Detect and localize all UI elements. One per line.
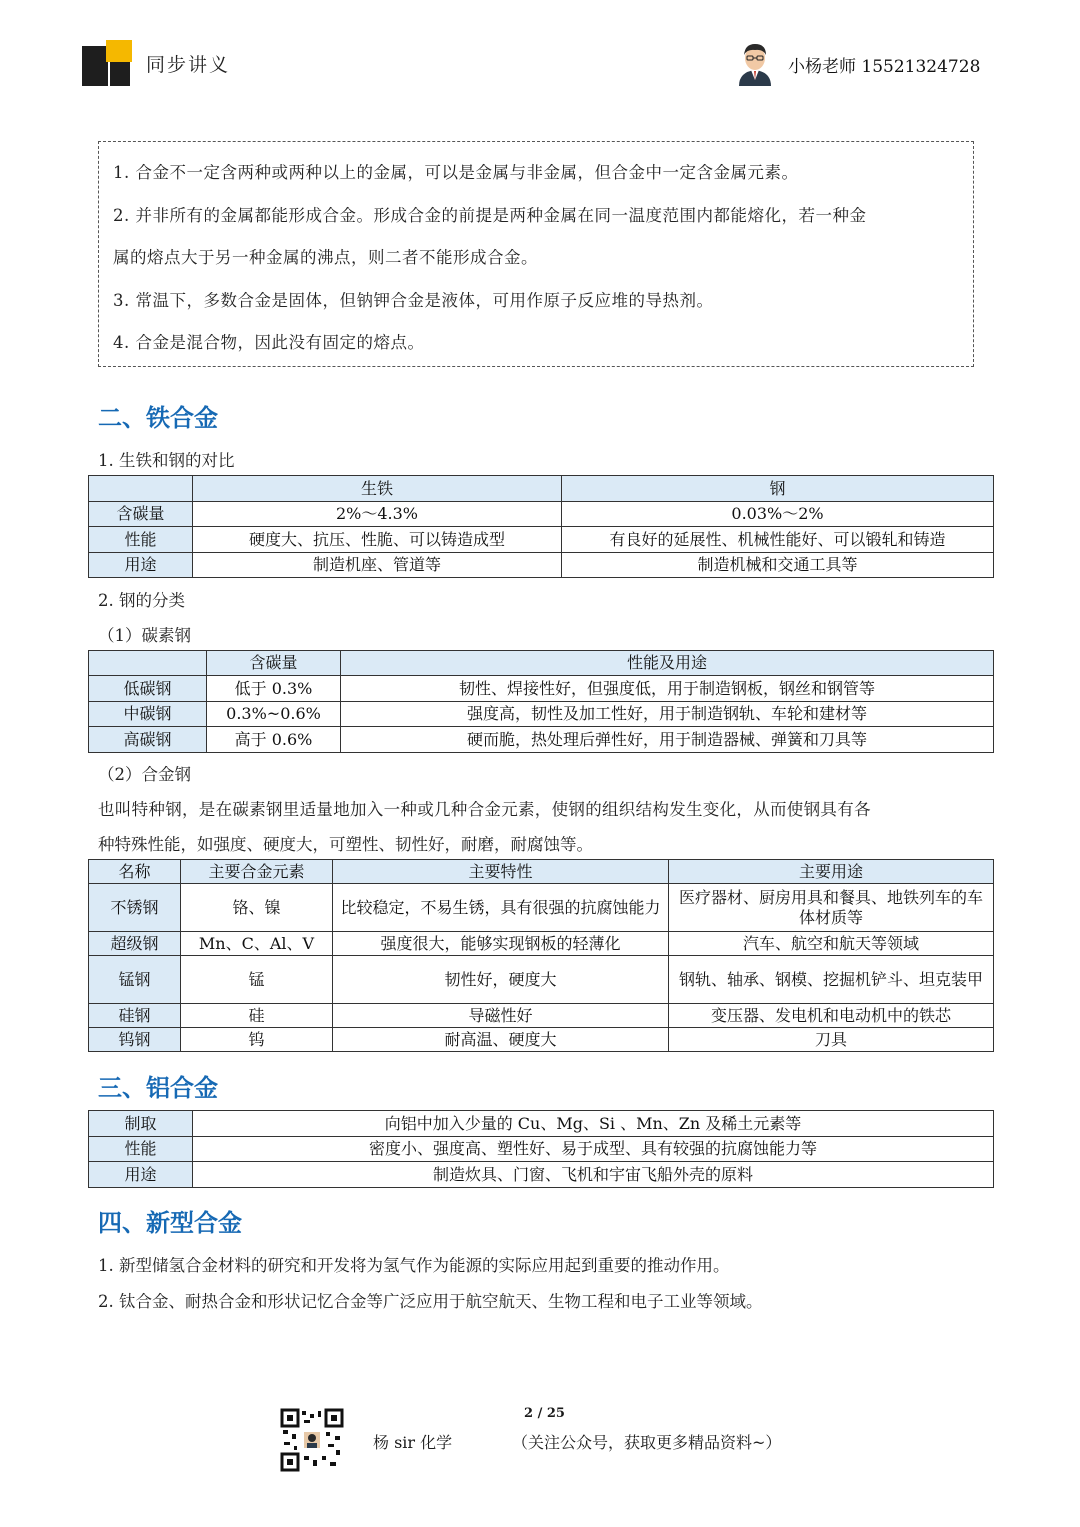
- subheading-pig-iron-vs-steel: 1. 生铁和钢的对比: [98, 451, 235, 470]
- table-cell: 韧性、焊接性好，但强度低，用于制造钢板，钢丝和钢管等: [341, 676, 994, 702]
- logo-icon: [80, 40, 136, 88]
- table-header-cell: 性能及用途: [341, 651, 994, 676]
- row-label: 锰钢: [89, 956, 181, 1004]
- table-cell: 钢轨、轴承、钢模、挖掘机铲斗、坦克装甲: [669, 956, 994, 1004]
- note-item: 4. 合金是混合物，因此没有固定的熔点。: [113, 333, 425, 352]
- note-item: 属的熔点大于另一种金属的沸点，则二者不能形成合金。: [113, 248, 538, 267]
- section-heading-iron-alloy: 二、铁合金: [98, 404, 218, 432]
- table-alloy-steel: [88, 859, 994, 1052]
- row-label: 用途: [89, 1162, 193, 1188]
- table-cell: 硬而脆，热处理后弹性好，用于制造器械、弹簧和刀具等: [341, 727, 994, 753]
- row-label: 硅钢: [89, 1004, 181, 1028]
- table-header-cell: 名称: [89, 860, 181, 884]
- table-cell: 硬度大、抗压、性脆、可以铸造成型: [193, 527, 562, 553]
- table-carbon-steel: [88, 650, 994, 753]
- row-label: 钨钢: [89, 1028, 181, 1052]
- table-cell: 铬、镍: [181, 884, 333, 932]
- note-item: 1. 合金不一定含两种或两种以上的金属，可以是金属与非金属，但合金中一定含金属元素。: [113, 163, 799, 182]
- table-cell: 低于 0.3%: [207, 676, 341, 702]
- footer-note: （关注公众号，获取更多精品资料~）: [512, 1433, 782, 1452]
- table-header-cell: 主要特性: [333, 860, 669, 884]
- table-cell: 有良好的延展性、机械性能好、可以锻轧和铸造: [562, 527, 994, 553]
- new-alloy-item: 2. 钛合金、耐热合金和形状记忆合金等广泛应用于航空航天、生物工程和电子工业等领域。: [98, 1292, 763, 1311]
- table-header-cell: 主要合金元素: [181, 860, 333, 884]
- subheading-alloy-steel: （2）合金钢: [98, 765, 191, 784]
- alloy-steel-description: 也叫特种钢，是在碳素钢里适量地加入一种或几种合金元素，使钢的组织结构发生变化，从而使钢具有各: [98, 800, 871, 819]
- table-cell: 密度小、强度高、塑性好、易于成型、具有较强的抗腐蚀能力等: [193, 1137, 994, 1162]
- table-header-cell: 含碳量: [207, 651, 341, 676]
- row-label: 用途: [89, 553, 193, 578]
- table-cell: 韧性好，硬度大: [333, 956, 669, 1004]
- table-cell: 0.3%~0.6%: [207, 702, 341, 727]
- table-iron-vs-steel: [88, 475, 994, 578]
- section-heading-new-alloy: 四、新型合金: [98, 1209, 242, 1237]
- subheading-carbon-steel: （1）碳素钢: [98, 626, 191, 645]
- table-cell: 医疗器材、厨房用具和餐具、地铁列车的车体材质等: [669, 884, 994, 932]
- new-alloy-item: 1. 新型储氢合金材料的研究和开发将为氢气作为能源的实际应用起到重要的推动作用。: [98, 1256, 730, 1275]
- teacher-contact: 小杨老师 15521324728: [788, 57, 981, 77]
- table-aluminum-alloy: [88, 1110, 994, 1188]
- table-header-cell: 生铁: [193, 476, 562, 502]
- table-cell: 0.03%～2%: [562, 502, 994, 527]
- row-label: 超级钢: [89, 932, 181, 956]
- row-label: 不锈钢: [89, 884, 181, 932]
- table-cell: 比较稳定，不易生锈，具有很强的抗腐蚀能力: [333, 884, 669, 932]
- section-heading-aluminum-alloy: 三、铝合金: [98, 1074, 218, 1102]
- table-cell: 锰: [181, 956, 333, 1004]
- table-cell: 制造机械和交通工具等: [562, 553, 994, 578]
- table-cell: 硅: [181, 1004, 333, 1028]
- row-label: 制取: [89, 1111, 193, 1137]
- note-item: 2. 并非所有的金属都能形成合金。形成合金的前提是两种金属在同一温度范围内都能熔化，若一种金: [113, 206, 867, 225]
- table-cell: 刀具: [669, 1028, 994, 1052]
- row-label: 中碳钢: [89, 702, 207, 727]
- table-cell: 制造炊具、门窗、飞机和宇宙飞船外壳的原料: [193, 1162, 994, 1188]
- table-cell: 变压器、发电机和电动机中的铁芯: [669, 1004, 994, 1028]
- table-cell: 强度高，韧性及加工性好，用于制造钢轨、车轮和建材等: [341, 702, 994, 727]
- table-cell: 制造机座、管道等: [193, 553, 562, 578]
- table-header-cell: 钢: [562, 476, 994, 502]
- row-label: 性能: [89, 1137, 193, 1162]
- teacher-avatar-icon: [733, 40, 777, 86]
- table-cell: 向铝中加入少量的 Cu、Mg、Si 、Mn、Zn 及稀土元素等: [193, 1111, 994, 1137]
- alloy-steel-description: 种特殊性能，如强度、硬度大，可塑性、韧性好，耐磨，耐腐蚀等。: [98, 835, 593, 854]
- notes-box: [98, 141, 974, 367]
- footer-brand: 杨 sir 化学: [373, 1433, 453, 1452]
- table-cell: 汽车、航空和航天等领域: [669, 932, 994, 956]
- page-number: 2 / 25: [524, 1406, 565, 1421]
- table-header-cell: [89, 476, 193, 502]
- table-cell: 2%～4.3%: [193, 502, 562, 527]
- table-cell: Mn、C、Al、V: [181, 932, 333, 956]
- table-header-cell: [89, 651, 207, 676]
- row-label: 性能: [89, 527, 193, 553]
- table-cell: 高于 0.6%: [207, 727, 341, 753]
- table-cell: 导磁性好: [333, 1004, 669, 1028]
- header-title: 同步讲义: [146, 54, 231, 76]
- note-item: 3. 常温下，多数合金是固体，但钠钾合金是液体，可用作原子反应堆的导热剂。: [113, 291, 714, 310]
- row-label: 含碳量: [89, 502, 193, 527]
- table-cell: 耐高温、硬度大: [333, 1028, 669, 1052]
- row-label: 低碳钢: [89, 676, 207, 702]
- table-header-cell: 主要用途: [669, 860, 994, 884]
- table-cell: 钨: [181, 1028, 333, 1052]
- qr-code-icon: [280, 1408, 344, 1472]
- subheading-steel-classification: 2. 钢的分类: [98, 591, 185, 610]
- row-label: 高碳钢: [89, 727, 207, 753]
- table-cell: 强度很大，能够实现钢板的轻薄化: [333, 932, 669, 956]
